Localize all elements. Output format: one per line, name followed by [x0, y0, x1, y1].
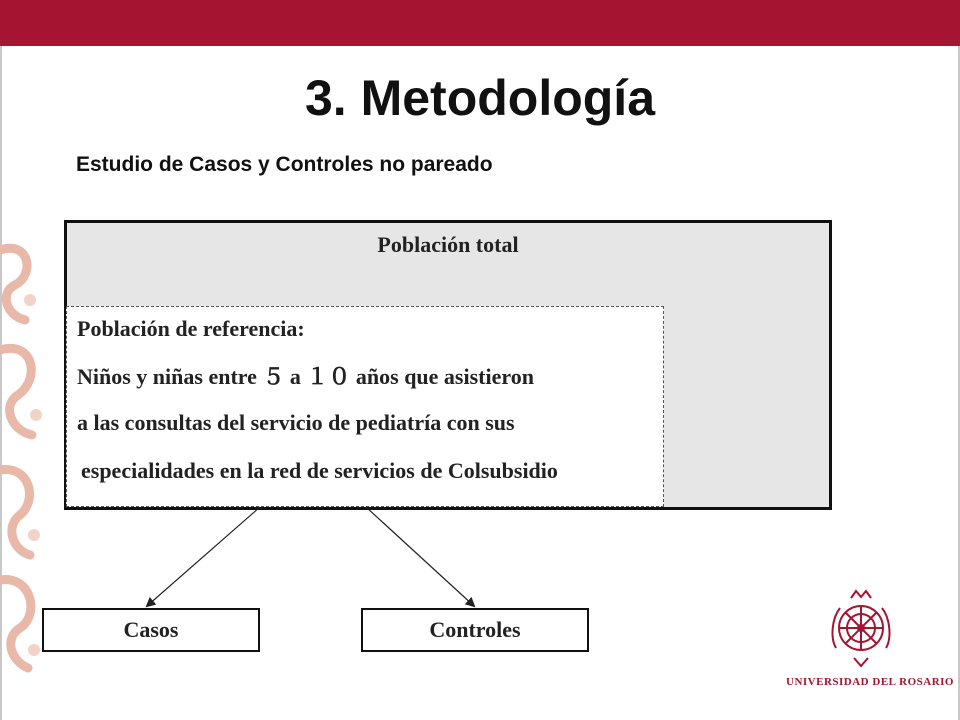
reference-population-line: especialidades en la red de servicios de Colsubsidio	[81, 458, 558, 483]
slide-subtitle: Estudio de Casos y Controles no pareado	[76, 153, 493, 176]
university-name: UNIVERSIDAD DEL ROSARIO	[786, 676, 954, 688]
university-crest-icon	[826, 588, 896, 668]
arrow-to-controls	[366, 507, 474, 606]
controls-box: Controles	[361, 608, 589, 652]
university-logo	[786, 588, 954, 698]
population-total-label: Población total	[377, 232, 519, 257]
arrow-to-cases	[147, 507, 260, 606]
reference-population-line: a las consultas del servicio de pediatría con sus	[77, 410, 515, 435]
reference-population-line: Niños y niñas entre ５ a １０ años que asistieron	[77, 364, 534, 389]
reference-population-title: Población de referencia:	[77, 316, 305, 341]
cases-box: Casos	[42, 608, 260, 652]
slide-title: 3. Metodología	[305, 70, 655, 126]
